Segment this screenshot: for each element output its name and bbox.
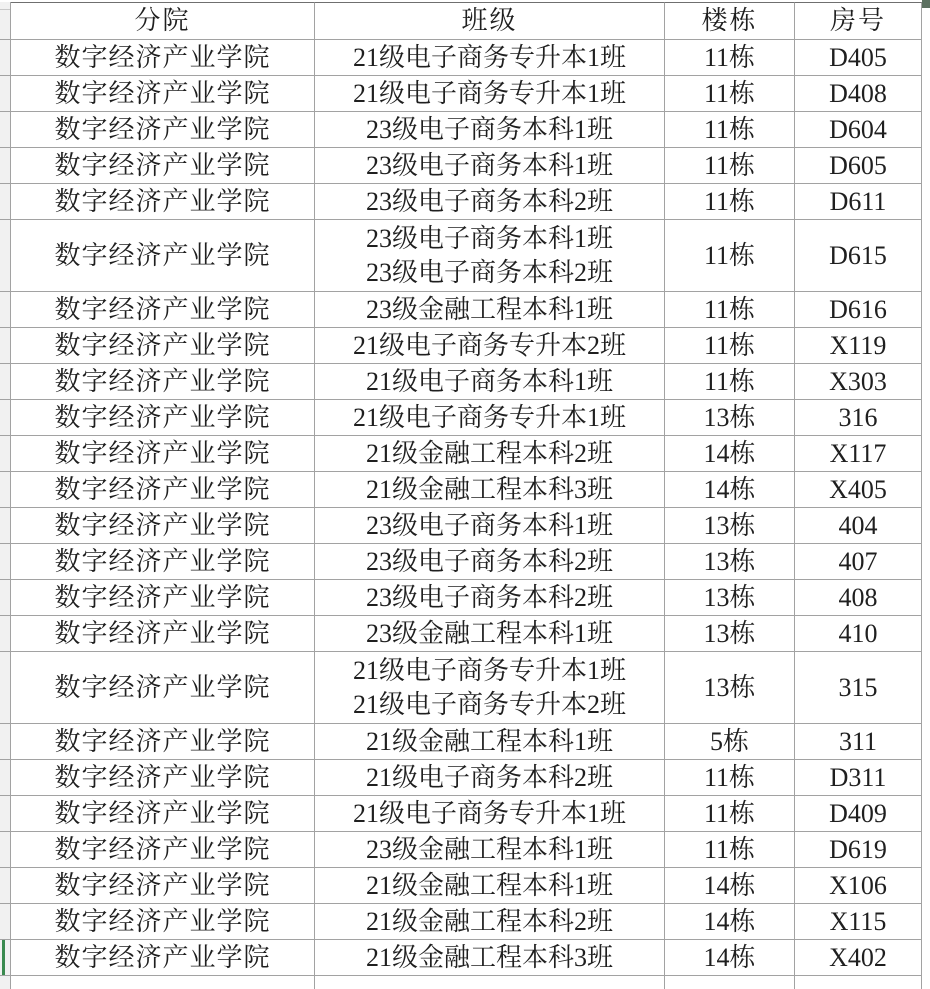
- college-cell[interactable]: 数字经济产业学院: [11, 760, 315, 796]
- table-row: [0, 112, 930, 148]
- table-row: [0, 760, 930, 796]
- row-gutter: [0, 904, 11, 940]
- college-cell[interactable]: 数字经济产业学院: [11, 148, 315, 184]
- row-gutter: [0, 2, 11, 40]
- room-cell[interactable]: X405: [795, 472, 922, 508]
- class-cell[interactable]: [315, 724, 665, 760]
- room-cell[interactable]: X115: [795, 904, 922, 940]
- building-cell[interactable]: 11栋: [665, 760, 795, 796]
- building-cell[interactable]: 11栋: [665, 292, 795, 328]
- building-cell[interactable]: 14栋: [665, 904, 795, 940]
- college-cell[interactable]: 数字经济产业学院: [11, 112, 315, 148]
- table-row: [0, 940, 930, 976]
- class-line: 21级金融工程本科1班: [365, 870, 613, 900]
- class-line: 23级电子商务本科1班: [365, 223, 613, 253]
- building-cell[interactable]: 13栋: [665, 616, 795, 652]
- row-gutter: [0, 328, 11, 364]
- header-college[interactable]: 分院: [11, 2, 315, 40]
- table-row: [0, 292, 930, 328]
- class-line: 21级电子商务专升本1班: [352, 402, 626, 432]
- building-cell[interactable]: 13栋: [665, 580, 795, 616]
- table-row: [0, 796, 930, 832]
- gutter-divider: [0, 9, 10, 10]
- table-row: [0, 544, 930, 580]
- class-line: 23级电子商务本科2班: [365, 546, 613, 576]
- class-cell[interactable]: [315, 292, 665, 328]
- class-line: 21级电子商务专升本1班: [352, 78, 626, 108]
- class-cell[interactable]: [315, 148, 665, 184]
- class-cell[interactable]: [315, 508, 665, 544]
- room-cell[interactable]: D408: [795, 76, 922, 112]
- row-gutter: [0, 364, 11, 400]
- building-cell[interactable]: 14栋: [665, 868, 795, 904]
- row-gutter: [0, 544, 11, 580]
- class-cell[interactable]: [315, 904, 665, 940]
- class-line: 23级电子商务本科1班: [365, 510, 613, 540]
- table-row: [0, 724, 930, 760]
- class-line: 23级电子商务本科1班: [365, 150, 613, 180]
- room-cell[interactable]: X119: [795, 328, 922, 364]
- class-line: 21级电子商务专升本1班: [352, 655, 626, 685]
- row-gutter: [0, 436, 11, 472]
- class-line: 21级电子商务专升本1班: [352, 42, 626, 72]
- room-cell[interactable]: X106: [795, 868, 922, 904]
- building-cell[interactable]: [665, 976, 795, 989]
- college-cell[interactable]: 数字经济产业学院: [11, 364, 315, 400]
- college-cell[interactable]: 数字经济产业学院: [11, 652, 315, 724]
- building-cell[interactable]: 14栋: [665, 472, 795, 508]
- room-cell[interactable]: D615: [795, 220, 922, 292]
- table-row: [0, 652, 930, 724]
- row-gutter: [0, 184, 11, 220]
- building-cell[interactable]: 13栋: [665, 544, 795, 580]
- building-cell[interactable]: 5栋: [665, 724, 795, 760]
- class-line: 21级金融工程本科1班: [365, 726, 613, 756]
- room-cell[interactable]: D311: [795, 760, 922, 796]
- room-cell[interactable]: 407: [795, 544, 922, 580]
- room-cell[interactable]: D605: [795, 148, 922, 184]
- building-cell[interactable]: 14栋: [665, 436, 795, 472]
- college-cell[interactable]: 数字经济产业学院: [11, 580, 315, 616]
- class-cell[interactable]: [315, 472, 665, 508]
- class-cell[interactable]: [315, 580, 665, 616]
- college-cell[interactable]: 数字经济产业学院: [11, 76, 315, 112]
- row-gutter: [0, 616, 11, 652]
- class-line: 23级电子商务本科2班: [365, 186, 613, 216]
- building-cell[interactable]: 11栋: [665, 76, 795, 112]
- table-body: [0, 40, 930, 976]
- row-gutter: [0, 112, 11, 148]
- row-gutter: [0, 40, 11, 76]
- class-line: 21级电子商务本科1班: [365, 366, 613, 396]
- class-cell[interactable]: [315, 220, 665, 292]
- college-cell[interactable]: 数字经济产业学院: [11, 724, 315, 760]
- building-cell[interactable]: 13栋: [665, 652, 795, 724]
- header-class[interactable]: 班级: [315, 2, 665, 40]
- table-row: [0, 616, 930, 652]
- room-cell[interactable]: X117: [795, 436, 922, 472]
- class-cell[interactable]: [315, 112, 665, 148]
- room-cell[interactable]: D616: [795, 292, 922, 328]
- college-cell[interactable]: [11, 976, 315, 989]
- college-cell[interactable]: 数字经济产业学院: [11, 292, 315, 328]
- class-line: 21级金融工程本科3班: [365, 474, 613, 504]
- college-cell[interactable]: 数字经济产业学院: [11, 904, 315, 940]
- college-cell[interactable]: 数字经济产业学院: [11, 400, 315, 436]
- building-cell[interactable]: 11栋: [665, 40, 795, 76]
- building-cell[interactable]: 11栋: [665, 832, 795, 868]
- room-cell[interactable]: D611: [795, 184, 922, 220]
- class-line: 23级金融工程本科1班: [365, 618, 613, 648]
- class-line: 23级电子商务本科2班: [365, 257, 613, 287]
- class-line: 23级金融工程本科1班: [365, 834, 613, 864]
- partial-row: [0, 976, 930, 989]
- room-cell[interactable]: D409: [795, 796, 922, 832]
- room-cell[interactable]: 311: [795, 724, 922, 760]
- class-cell[interactable]: [315, 364, 665, 400]
- building-cell[interactable]: 11栋: [665, 112, 795, 148]
- class-cell[interactable]: [315, 400, 665, 436]
- class-line: 21级电子商务本科2班: [365, 762, 613, 792]
- college-cell[interactable]: 数字经济产业学院: [11, 328, 315, 364]
- table-row: [0, 328, 930, 364]
- class-cell[interactable]: [315, 652, 665, 724]
- table-row: [0, 832, 930, 868]
- header-room[interactable]: 房号: [795, 2, 922, 40]
- table-row: [0, 508, 930, 544]
- class-line: 21级电子商务专升本2班: [352, 330, 626, 360]
- college-cell[interactable]: 数字经济产业学院: [11, 472, 315, 508]
- room-cell[interactable]: 408: [795, 580, 922, 616]
- row-gutter: [0, 724, 11, 760]
- building-cell[interactable]: 13栋: [665, 400, 795, 436]
- class-cell[interactable]: [315, 616, 665, 652]
- building-cell[interactable]: 13栋: [665, 508, 795, 544]
- class-cell[interactable]: [315, 868, 665, 904]
- row-gutter: [0, 832, 11, 868]
- building-cell[interactable]: 11栋: [665, 148, 795, 184]
- table-row: [0, 436, 930, 472]
- class-cell[interactable]: [315, 184, 665, 220]
- table-row: [0, 580, 930, 616]
- row-gutter: [0, 148, 11, 184]
- class-cell[interactable]: [315, 40, 665, 76]
- row-gutter: [0, 580, 11, 616]
- room-cell[interactable]: [795, 976, 922, 989]
- building-cell[interactable]: 11栋: [665, 328, 795, 364]
- table-row: [0, 472, 930, 508]
- room-cell[interactable]: 410: [795, 616, 922, 652]
- class-cell[interactable]: [315, 760, 665, 796]
- class-cell[interactable]: [315, 976, 665, 989]
- class-cell[interactable]: [315, 796, 665, 832]
- room-cell[interactable]: X402: [795, 940, 922, 976]
- table-row: [0, 868, 930, 904]
- building-cell[interactable]: 11栋: [665, 220, 795, 292]
- room-cell[interactable]: 316: [795, 400, 922, 436]
- table-row: [0, 904, 930, 940]
- class-line: 21级金融工程本科2班: [365, 438, 613, 468]
- row-gutter: [0, 868, 11, 904]
- college-cell[interactable]: 数字经济产业学院: [11, 184, 315, 220]
- row-gutter: [0, 220, 11, 292]
- room-cell[interactable]: X303: [795, 364, 922, 400]
- class-line: 21级金融工程本科2班: [365, 906, 613, 936]
- class-cell[interactable]: [315, 832, 665, 868]
- row-gutter: [0, 796, 11, 832]
- class-cell[interactable]: [315, 76, 665, 112]
- college-cell[interactable]: 数字经济产业学院: [11, 796, 315, 832]
- class-cell[interactable]: [315, 940, 665, 976]
- college-cell[interactable]: 数字经济产业学院: [11, 940, 315, 976]
- college-cell[interactable]: 数字经济产业学院: [11, 832, 315, 868]
- table-row: [0, 40, 930, 76]
- building-cell[interactable]: 11栋: [665, 796, 795, 832]
- class-line: 21级电子商务专升本2班: [352, 689, 626, 719]
- class-cell[interactable]: [315, 544, 665, 580]
- class-cell[interactable]: [315, 328, 665, 364]
- row-gutter: [0, 508, 11, 544]
- building-cell[interactable]: 11栋: [665, 364, 795, 400]
- building-cell[interactable]: 14栋: [665, 940, 795, 976]
- row-gutter: [0, 940, 11, 976]
- college-cell[interactable]: 数字经济产业学院: [11, 616, 315, 652]
- class-line: 21级电子商务专升本1班: [352, 798, 626, 828]
- selection-indicator: [2, 940, 5, 975]
- corner-block: [922, 0, 930, 8]
- row-gutter: [0, 652, 11, 724]
- class-line: 23级电子商务本科2班: [365, 582, 613, 612]
- class-line: 23级金融工程本科1班: [365, 294, 613, 324]
- row-gutter: [0, 760, 11, 796]
- college-cell[interactable]: 数字经济产业学院: [11, 40, 315, 76]
- table-row: [0, 76, 930, 112]
- header-building[interactable]: 楼栋: [665, 2, 795, 40]
- table-row: [0, 400, 930, 436]
- header-row: [0, 2, 930, 40]
- row-gutter: [0, 976, 11, 989]
- room-cell[interactable]: D619: [795, 832, 922, 868]
- class-line: 23级电子商务本科1班: [365, 114, 613, 144]
- college-cell[interactable]: 数字经济产业学院: [11, 220, 315, 292]
- class-cell[interactable]: [315, 436, 665, 472]
- table-row: [0, 184, 930, 220]
- class-line: 21级金融工程本科3班: [365, 942, 613, 972]
- college-cell[interactable]: 数字经济产业学院: [11, 544, 315, 580]
- building-cell[interactable]: 11栋: [665, 184, 795, 220]
- row-gutter: [0, 76, 11, 112]
- room-cell[interactable]: D604: [795, 112, 922, 148]
- room-cell[interactable]: 315: [795, 652, 922, 724]
- college-cell[interactable]: 数字经济产业学院: [11, 868, 315, 904]
- room-cell[interactable]: D405: [795, 40, 922, 76]
- row-gutter: [0, 292, 11, 328]
- college-cell[interactable]: 数字经济产业学院: [11, 508, 315, 544]
- table-row: [0, 220, 930, 292]
- college-cell[interactable]: 数字经济产业学院: [11, 436, 315, 472]
- room-cell[interactable]: 404: [795, 508, 922, 544]
- table-row: [0, 148, 930, 184]
- row-gutter: [0, 472, 11, 508]
- table-row: [0, 364, 930, 400]
- row-gutter: [0, 400, 11, 436]
